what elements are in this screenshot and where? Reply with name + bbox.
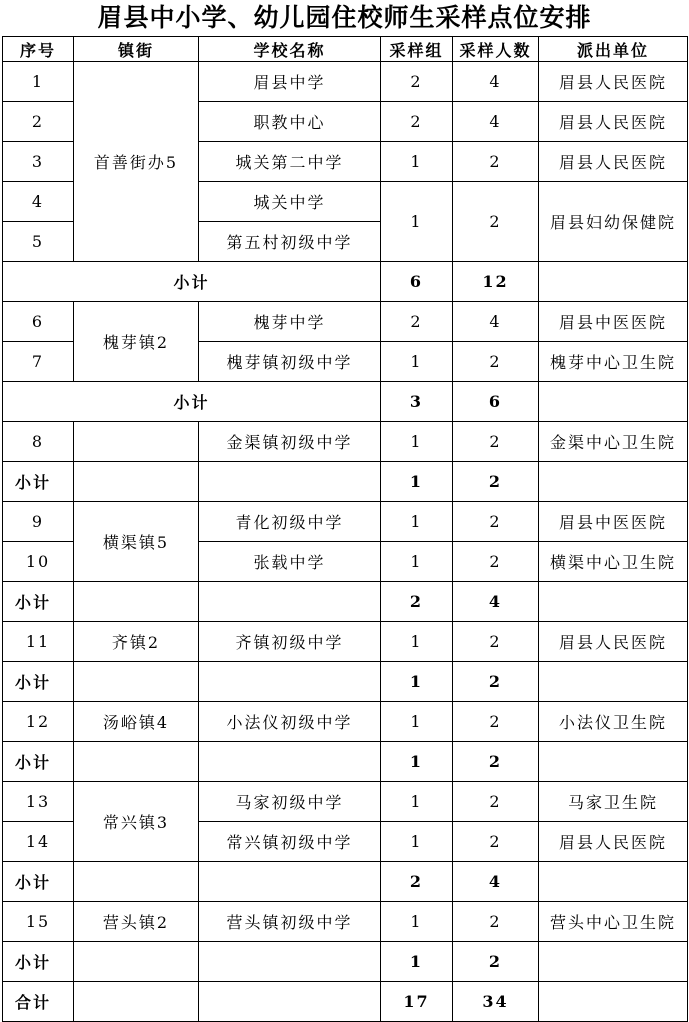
row-no: 1: [3, 62, 74, 102]
subtotal-label: 小计: [3, 262, 381, 302]
people-cell: 2: [453, 422, 539, 462]
sampling-schedule-table: [2, 36, 688, 1022]
subtotal-row: [3, 262, 688, 302]
empty-cell: [74, 582, 199, 622]
subtotal-row: [3, 582, 688, 622]
empty-cell: [199, 862, 381, 902]
table-row: [3, 622, 688, 662]
header-no: 序号: [3, 37, 74, 62]
unit-cell: 槐芽中心卫生院: [539, 342, 688, 382]
school-cell: 槐芽镇初级中学: [199, 342, 381, 382]
total-groups: 17: [381, 982, 453, 1022]
people-cell: 2: [453, 622, 539, 662]
groups-cell: 2: [381, 302, 453, 342]
school-cell: 营头镇初级中学: [199, 902, 381, 942]
school-cell: 常兴镇初级中学: [199, 822, 381, 862]
people-cell: 2: [453, 902, 539, 942]
unit-cell: 小法仪卫生院: [539, 702, 688, 742]
people-cell: 2: [453, 822, 539, 862]
table-row: [3, 902, 688, 942]
unit-cell: 眉县人民医院: [539, 142, 688, 182]
groups-cell: 1: [381, 782, 453, 822]
people-cell: 4: [453, 302, 539, 342]
unit-cell: 眉县人民医院: [539, 822, 688, 862]
empty-cell: [539, 862, 688, 902]
empty-cell: [199, 462, 381, 502]
subtotal-people: 4: [453, 582, 539, 622]
unit-cell: 眉县中医医院: [539, 302, 688, 342]
subtotal-groups: 3: [381, 382, 453, 422]
unit-cell: 眉县中医医院: [539, 502, 688, 542]
unit-cell: 横渠中心卫生院: [539, 542, 688, 582]
subtotal-row: [3, 382, 688, 422]
row-no: 15: [3, 902, 74, 942]
groups-cell: 1: [381, 542, 453, 582]
people-cell: 2: [453, 782, 539, 822]
town-cell: 槐芽镇2: [74, 302, 199, 382]
page-title: 眉县中小学、幼儿园住校师生采样点位安排: [97, 3, 592, 32]
empty-cell: [539, 262, 688, 302]
row-no: 13: [3, 782, 74, 822]
people-cell: 2: [453, 182, 539, 262]
subtotal-people: 2: [453, 462, 539, 502]
subtotal-people: 6: [453, 382, 539, 422]
school-cell: 齐镇初级中学: [199, 622, 381, 662]
school-cell: 第五村初级中学: [199, 222, 381, 262]
empty-cell: [74, 742, 199, 782]
town-cell: 营头镇2: [74, 902, 199, 942]
table-row: [3, 782, 688, 822]
unit-cell: 眉县人民医院: [539, 102, 688, 142]
empty-cell: [199, 662, 381, 702]
total-people: 34: [453, 982, 539, 1022]
table-row: [3, 62, 688, 102]
row-no: 10: [3, 542, 74, 582]
people-cell: 4: [453, 62, 539, 102]
row-no: 11: [3, 622, 74, 662]
subtotal-groups: 1: [381, 942, 453, 982]
subtotal-groups: 1: [381, 742, 453, 782]
subtotal-label: 小计: [3, 862, 74, 902]
empty-cell: [539, 982, 688, 1022]
subtotal-label: 小计: [3, 582, 74, 622]
school-cell: 金渠镇初级中学: [199, 422, 381, 462]
town-cell: 首善街办5: [74, 62, 199, 262]
row-no: 3: [3, 142, 74, 182]
empty-cell: [74, 942, 199, 982]
subtotal-people: 2: [453, 742, 539, 782]
unit-cell: 金渠中心卫生院: [539, 422, 688, 462]
town-cell: [74, 422, 199, 462]
empty-cell: [539, 382, 688, 422]
school-cell: 职教中心: [199, 102, 381, 142]
groups-cell: 2: [381, 102, 453, 142]
subtotal-label: 小计: [3, 382, 381, 422]
school-cell: 城关第二中学: [199, 142, 381, 182]
subtotal-label: 小计: [3, 942, 74, 982]
town-cell: 齐镇2: [74, 622, 199, 662]
header-people: 采样人数: [453, 37, 539, 62]
row-no: 2: [3, 102, 74, 142]
empty-cell: [199, 942, 381, 982]
row-no: 14: [3, 822, 74, 862]
subtotal-row: [3, 742, 688, 782]
empty-cell: [539, 662, 688, 702]
school-cell: 城关中学: [199, 182, 381, 222]
empty-cell: [199, 582, 381, 622]
subtotal-row: [3, 862, 688, 902]
header-school: 学校名称: [199, 37, 381, 62]
people-cell: 2: [453, 502, 539, 542]
school-cell: 小法仪初级中学: [199, 702, 381, 742]
empty-cell: [199, 742, 381, 782]
people-cell: 2: [453, 542, 539, 582]
subtotal-groups: 2: [381, 582, 453, 622]
empty-cell: [539, 582, 688, 622]
header-groups: 采样组: [381, 37, 453, 62]
subtotal-people: 2: [453, 662, 539, 702]
table-row: [3, 302, 688, 342]
groups-cell: 1: [381, 182, 453, 262]
school-cell: 青化初级中学: [199, 502, 381, 542]
row-no: 6: [3, 302, 74, 342]
subtotal-label: 小计: [3, 742, 74, 782]
town-cell: 常兴镇3: [74, 782, 199, 862]
empty-cell: [74, 862, 199, 902]
unit-cell: 眉县人民医院: [539, 622, 688, 662]
total-row: [3, 982, 688, 1022]
table-row: [3, 702, 688, 742]
people-cell: 2: [453, 702, 539, 742]
row-no: 4: [3, 182, 74, 222]
unit-cell: 眉县人民医院: [539, 62, 688, 102]
row-no: 8: [3, 422, 74, 462]
groups-cell: 1: [381, 822, 453, 862]
header-town: 镇街: [74, 37, 199, 62]
subtotal-row: [3, 662, 688, 702]
row-no: 7: [3, 342, 74, 382]
groups-cell: 2: [381, 62, 453, 102]
town-cell: 横渠镇5: [74, 502, 199, 582]
empty-cell: [74, 462, 199, 502]
school-cell: 张载中学: [199, 542, 381, 582]
empty-cell: [539, 942, 688, 982]
groups-cell: 1: [381, 502, 453, 542]
table-row: [3, 502, 688, 542]
header-unit: 派出单位: [539, 37, 688, 62]
empty-cell: [539, 742, 688, 782]
groups-cell: 1: [381, 422, 453, 462]
subtotal-groups: 2: [381, 862, 453, 902]
school-cell: 眉县中学: [199, 62, 381, 102]
empty-cell: [199, 982, 381, 1022]
empty-cell: [539, 462, 688, 502]
subtotal-groups: 1: [381, 662, 453, 702]
subtotal-groups: 1: [381, 462, 453, 502]
groups-cell: 1: [381, 622, 453, 662]
subtotal-people: 2: [453, 942, 539, 982]
unit-cell: 眉县妇幼保健院: [539, 182, 688, 262]
subtotal-label: 小计: [3, 462, 74, 502]
subtotal-row: [3, 942, 688, 982]
subtotal-people: 4: [453, 862, 539, 902]
table-row: [3, 422, 688, 462]
groups-cell: 1: [381, 342, 453, 382]
people-cell: 4: [453, 102, 539, 142]
subtotal-people: 12: [453, 262, 539, 302]
subtotal-groups: 6: [381, 262, 453, 302]
row-no: 9: [3, 502, 74, 542]
school-cell: 槐芽中学: [199, 302, 381, 342]
school-cell: 马家初级中学: [199, 782, 381, 822]
row-no: 12: [3, 702, 74, 742]
total-label: 合计: [3, 982, 74, 1022]
unit-cell: 马家卫生院: [539, 782, 688, 822]
empty-cell: [74, 662, 199, 702]
groups-cell: 1: [381, 142, 453, 182]
groups-cell: 1: [381, 702, 453, 742]
people-cell: 2: [453, 342, 539, 382]
town-cell: 汤峪镇4: [74, 702, 199, 742]
unit-cell: 营头中心卫生院: [539, 902, 688, 942]
empty-cell: [74, 982, 199, 1022]
header-row: [3, 37, 688, 62]
row-no: 5: [3, 222, 74, 262]
subtotal-row: [3, 462, 688, 502]
subtotal-label: 小计: [3, 662, 74, 702]
groups-cell: 1: [381, 902, 453, 942]
people-cell: 2: [453, 142, 539, 182]
